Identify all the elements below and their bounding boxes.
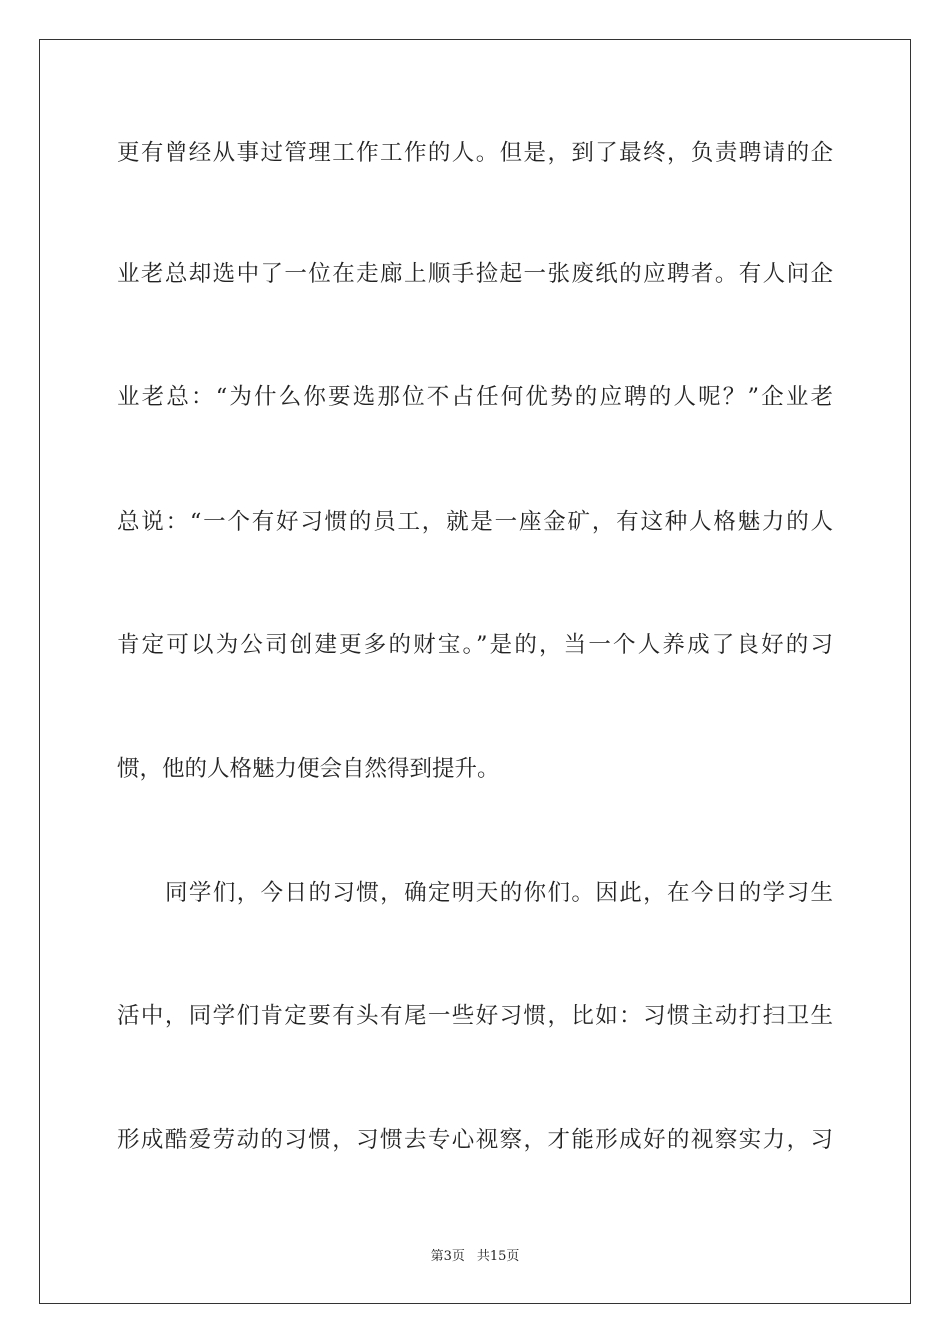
text-line-2: 业老总却选中了一位在走廊上顺手捡起一张废纸的应聘者。有人问企 xyxy=(117,261,833,287)
text-line-4: 总说：“一个有好习惯的员工，就是一座金矿，有这种人格魅力的人 xyxy=(117,509,833,535)
text-line-1: 更有曾经从事过管理工作工作的人。但是，到了最终，负责聘请的企 xyxy=(117,140,833,166)
text-line-8: 活中，同学们肯定要有头有尾一些好习惯，比如：习惯主动打扫卫生 xyxy=(117,1003,833,1029)
page-frame xyxy=(39,39,911,1304)
page-footer xyxy=(0,1248,950,1266)
page-total: 共15页 xyxy=(476,1249,520,1264)
page-number: 第3页 xyxy=(430,1249,465,1264)
text-line-7: 同学们，今日的习惯，确定明天的你们。因此，在今日的学习生 xyxy=(165,880,833,906)
text-line-9: 形成酷爱劳动的习惯，习惯去专心视察，才能形成好的视察实力，习 xyxy=(117,1127,833,1153)
text-line-5: 肯定可以为公司创建更多的财宝。”是的，当一个人养成了良好的习 xyxy=(117,632,833,658)
text-line-3: 业老总：“为什么你要选那位不占任何优势的应聘的人呢？”企业老 xyxy=(117,384,833,410)
text-line-6: 惯，他的人格魅力便会自然得到提升。 xyxy=(117,756,500,782)
